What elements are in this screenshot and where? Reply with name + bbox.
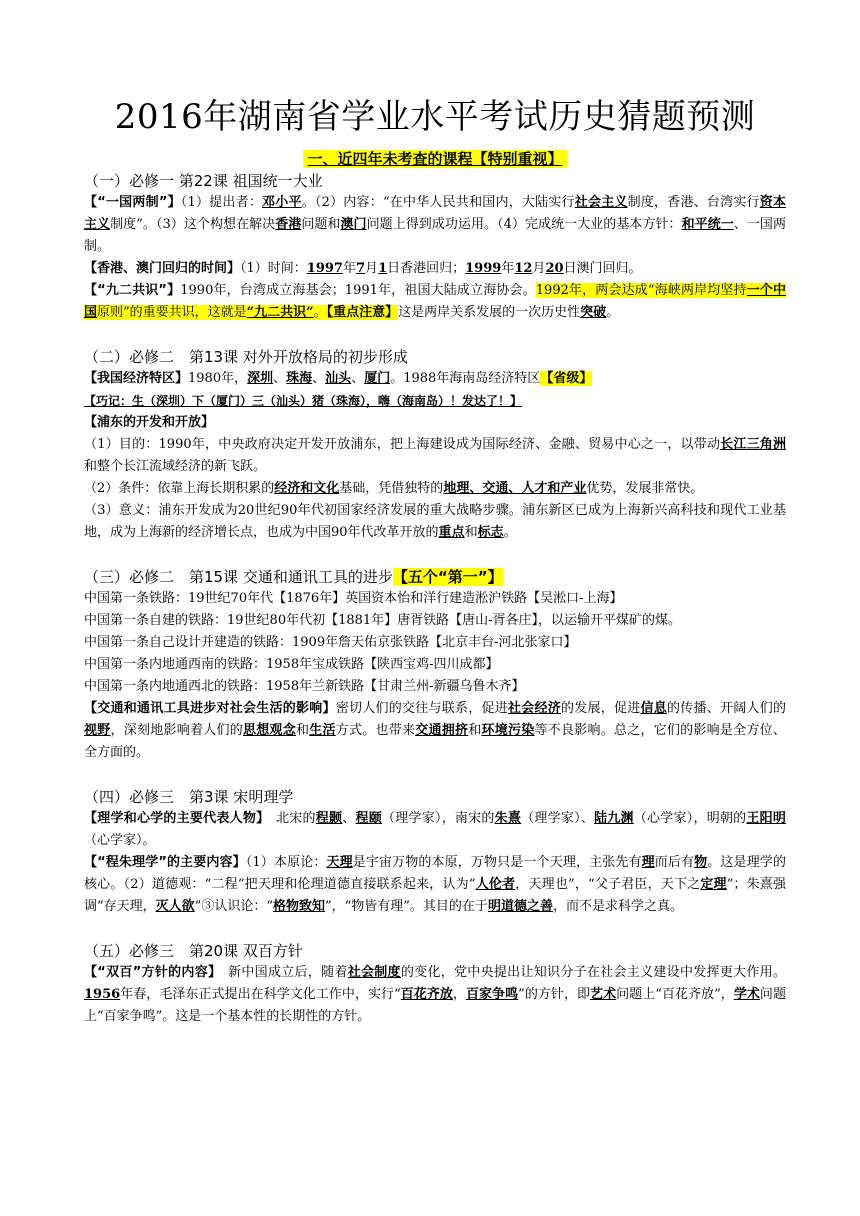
section-heading-text: 一、近四年未考查的课程【特别重视】 bbox=[303, 150, 566, 168]
paragraph-pudong-conditions: （2）条件：依靠上海长期积累的经济和文化基础，凭借独特的地理、交通、人才和产业优势，发展非常快。 bbox=[84, 481, 704, 496]
document-page bbox=[84, 92, 786, 1028]
paragraph-one-country-two-systems: 【“一国两制”】（1）提出者：邓小平。（2）内容：“在中华人民共和国内，大陆实行社会主义制度，香港、台湾实行资本主义制度”。（3）这个构想在解决香港问题和澳门问题上得到成功运用。（4）完成统一大业的基本方针：和平统一、一国两制。 bbox=[84, 195, 786, 254]
paragraph-1992-consensus: 【“九二共识”】1990年，台湾成立海基会；1991年，祖国大陆成立海协会。1992年，两会达成“海峡两岸均坚持一个中国原则”的重要共识，这就是“九二共识”。【重点注意】这是两岸关系发展的一次历史性突破。 bbox=[84, 283, 786, 320]
railway-line-4: 中国第一条内地通西南的铁路：1958年宝成铁路【陕西宝鸡-四川成都】 bbox=[84, 657, 499, 672]
railway-line-5: 中国第一条内地通西北的铁路：1958年兰新铁路【甘肃兰州-新疆乌鲁木齐】 bbox=[84, 679, 525, 694]
paragraph-pudong-significance: （3）意义：浦东开发成为20世纪90年代初国家经济发展的重大战略步骤。浦东新区已成为上海新兴高科技和现代工业基地，成为上海新的经济增长点，也成为中国90年代改革开放的重点和标志。 bbox=[84, 503, 786, 540]
paragraph-cheng-zhu-content: 【“程朱理学”的主要内容】（1）本原论：天理是宇宙万物的本原，万物只是一个天理，主张先有理而后有物。这是理学的核心。（2）道德观：“二程”把天理和伦理道德直接联系起来，认为“人伦者，天理也”，“父子君臣，天下之定理”；朱熹强调“存天理，灭人欲”③认识论：“格物致知”，“物皆有理”。其目的在于明道德之善，而不是求科学之真。 bbox=[84, 855, 786, 914]
railway-line-3: 中国第一条自己设计并建造的铁路：1909年詹天佑京张铁路【北京丰台-河北张家口】 bbox=[84, 635, 577, 650]
section-heading bbox=[84, 148, 786, 170]
railway-line-1: 中国第一条铁路：19世纪70年代【1876年】英国资本怡和洋行建造淞沪铁路【吴淞口-上海】 bbox=[84, 591, 623, 606]
page-title: 2016年湖南省学业水平考试历史猜题预测 bbox=[114, 97, 756, 137]
paragraph-pudong-purpose: （1）目的：1990年，中央政府决定开发开放浦东，把上海建设成为国际经济、金融、贸易中心之一，以带动长江三角洲和整个长江流域经济的新飞跃。 bbox=[84, 437, 786, 474]
paragraph-transport-impact: 【交通和通讯工具进步对社会生活的影响】密切人们的交往与联系，促进社会经济的发展，促进信息的传播、开阔人们的视野，深刻地影响着人们的思想观念和生活方式。也带来交通拥挤和环境污染等不良影响。总之，它们的影响是全方位、全方面的。 bbox=[84, 701, 786, 760]
paragraph-return-dates: 【香港、澳门回归的时间】（1）时间：1997年7月1日香港回归；1999年12月20日澳门回归。 bbox=[84, 261, 642, 276]
lesson-heading-3: （三）必修二 第15课 交通和通讯工具的进步【五个“第一”】 bbox=[84, 568, 503, 586]
lesson-heading-1: （一）必修一 第22课 祖国统一大业 bbox=[84, 172, 323, 190]
lesson-heading-5: （五）必修三 第20课 双百方针 bbox=[84, 942, 303, 960]
lesson-heading-4: （四）必修三 第3课 宋明理学 bbox=[84, 788, 294, 806]
railway-line-2: 中国第一条自建的铁路：19世纪80年代初【1881年】唐胥铁路【唐山-胥各庄】，以运输开平煤矿的煤。 bbox=[84, 613, 682, 628]
lesson-heading-2: （二）必修二 第13课 对外开放格局的初步形成 bbox=[84, 348, 408, 366]
paragraph-neo-confucian-figures: 【理学和心学的主要代表人物】 北宋的程颢、程颐（理学家），南宋的朱熹（理学家）、陆九渊（心学家），明朝的王阳明（心学家）。 bbox=[84, 811, 786, 848]
paragraph-special-economic-zones: 【我国经济特区】1980年，深圳、珠海、汕头、厦门。1988年海南岛经济特区【省级】 bbox=[84, 371, 593, 386]
pudong-label: 【浦东的开发和开放】 bbox=[84, 415, 215, 430]
mnemonic-tip: 【巧记：生（深圳）下（厦门）三（汕头）猪（珠海），嗨（海南岛）！发达了！】 bbox=[84, 394, 523, 408]
paragraph-double-hundred: 【“双百”方针的内容】 新中国成立后，随着社会制度的变化，党中央提出让知识分子在社会主义建设中发挥更大作用。1956年春，毛泽东正式提出在科学文化工作中，实行“百花齐放，百家争鸣”的方针，即艺术问题上“百花齐放”，学术问题上“百家争鸣”。这是一个基本性的长期性的方针。 bbox=[84, 965, 786, 1024]
